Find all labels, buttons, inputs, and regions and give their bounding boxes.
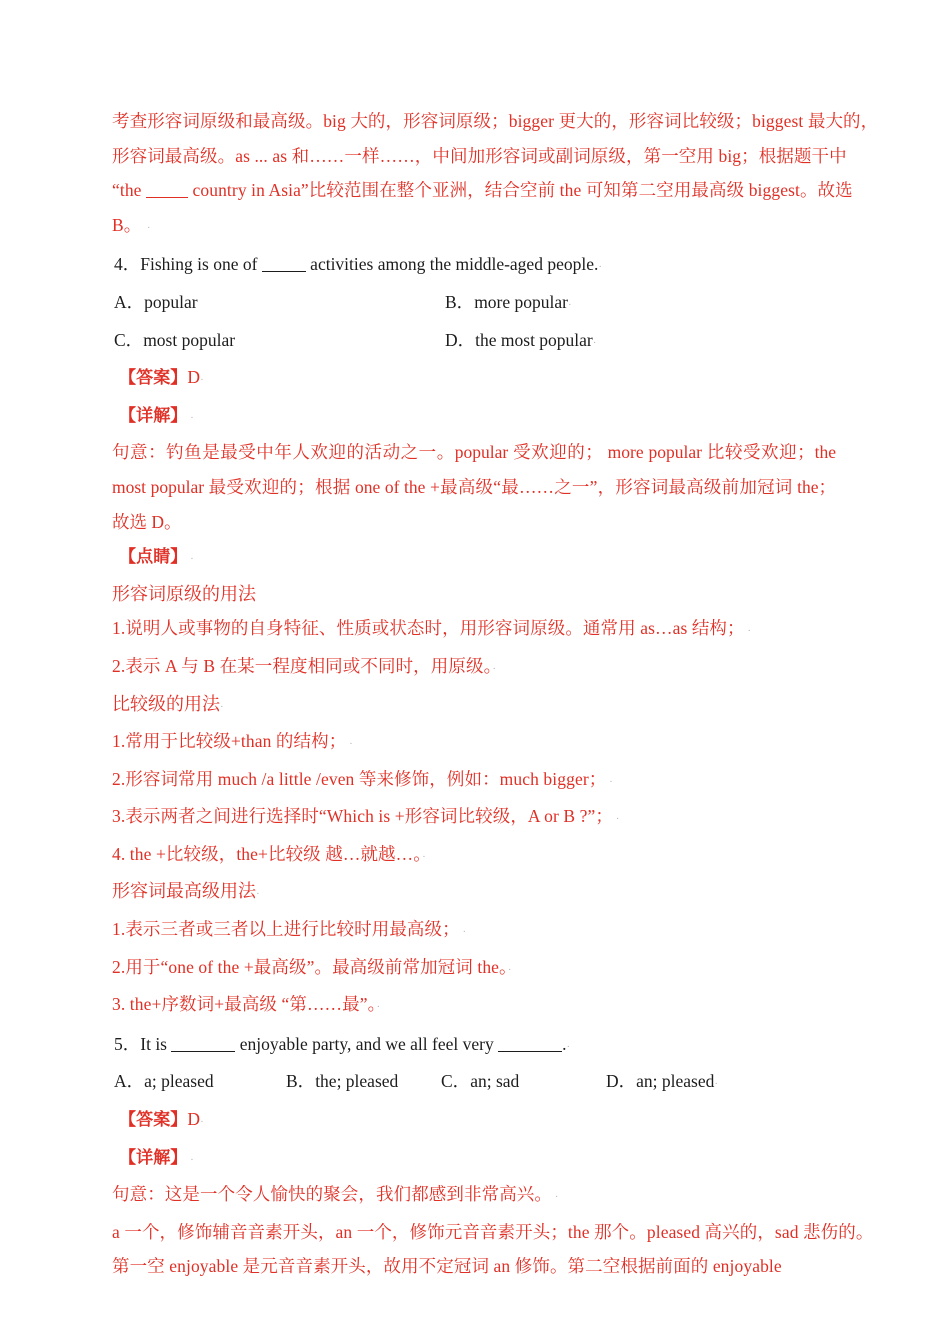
option-text: more popular xyxy=(474,291,568,312)
tips-rule xyxy=(112,950,835,988)
analysis-line: 考查形容词原级和最高级。big 大的，形容词原级；bigger 更大的，形容词比较级；biggest 最大的， xyxy=(112,111,879,131)
revision-mark: · xyxy=(220,700,224,713)
fill-blank xyxy=(146,197,188,198)
option-b[interactable] xyxy=(445,285,775,323)
analysis-line xyxy=(112,208,835,246)
tips-rule-text: 1.说明人或事物的自身特征、性质或状态时，用形容词原级。通常用 as…as 结构； xyxy=(112,618,745,639)
question-text-after: activities among the middle-aged people. xyxy=(305,254,599,275)
question-4-options-row-2 xyxy=(112,323,835,361)
tips-rule xyxy=(112,912,835,950)
question-text-before: Fishing is one of xyxy=(140,254,262,275)
fill-blank xyxy=(171,1051,235,1052)
tips-rule-text: 3. the+序数词+最高级 “第……最”。 xyxy=(112,994,377,1015)
revision-mark: · xyxy=(187,411,194,424)
option-d[interactable] xyxy=(606,1064,778,1102)
option-letter: D． xyxy=(445,329,476,350)
tips-block xyxy=(112,577,835,1025)
fill-blank xyxy=(498,1051,562,1052)
question-4-answer xyxy=(112,360,835,398)
revision-mark: · xyxy=(566,1040,571,1053)
revision-mark: · xyxy=(613,813,620,826)
option-text: an; pleased xyxy=(636,1071,715,1092)
revision-mark: · xyxy=(376,1001,381,1014)
question-5-detail-line xyxy=(112,1177,835,1215)
question-text-a: It is xyxy=(140,1033,172,1054)
analysis-line-part: country in Asia”比较范围在整个亚洲，结合空前 the 可知第二空用最高级 biggest。故选 xyxy=(188,180,853,201)
question-number: 5． xyxy=(114,1033,141,1054)
option-a[interactable] xyxy=(114,1064,286,1102)
tips-rule-text: 1.常用于比较级+than 的结构； xyxy=(112,731,347,752)
question-5-stem xyxy=(112,1027,835,1065)
tips-rule xyxy=(112,724,835,762)
question-text-b: enjoyable party, and we all feel very xyxy=(235,1033,499,1054)
revision-mark: · xyxy=(459,926,467,939)
analysis-line-part: B。 xyxy=(112,214,142,235)
option-a[interactable] xyxy=(114,285,445,323)
option-text: popular xyxy=(144,291,198,312)
detail-tag: 【详解】 xyxy=(119,1147,188,1168)
question-5-detail-line: a 一个，修饰辅音音素开头，an 一个，修饰元音音素开头；the 那个。pleased 高兴的，sad 悲伤的。 xyxy=(112,1221,874,1242)
question-number: 4． xyxy=(114,254,141,275)
answer-tag: 【答案】 xyxy=(119,368,188,389)
revision-mark: · xyxy=(200,1116,204,1129)
question-4-detail-text: 句意：钓鱼是最受中年人欢迎的活动之一。popular 受欢迎的； more popular 比较受欢迎；the most popular 最受欢迎的；根据 one of the +最高级“最……之一”，形容词最高级前加冠词 the；故选 D。 xyxy=(112,442,836,532)
tip-tag: 【点睛】 xyxy=(119,547,188,568)
option-c[interactable] xyxy=(114,323,445,361)
revision-mark: · xyxy=(256,888,260,901)
option-letter: B． xyxy=(445,291,475,312)
analysis-line-part: “the xyxy=(112,180,147,201)
question-5-answer xyxy=(112,1102,835,1140)
tips-rule xyxy=(112,837,835,875)
detail-tag: 【详解】 xyxy=(119,405,188,426)
option-letter: C． xyxy=(114,329,144,350)
revision-mark: · xyxy=(200,374,204,387)
answer-value: D xyxy=(187,1109,201,1130)
tips-rule-text: 4. the +比较级，the+比较级 越…就越…。 xyxy=(112,843,423,864)
option-c[interactable] xyxy=(441,1064,606,1102)
option-text: a; pleased xyxy=(144,1071,214,1092)
option-text: the; pleased xyxy=(315,1071,399,1092)
tips-section-title-text: 比较级的用法 xyxy=(112,693,220,714)
question-5-options-row xyxy=(112,1064,835,1102)
tips-section-2-title xyxy=(112,687,835,725)
question-4-options-row-1 xyxy=(112,285,835,323)
question-4-detail-tag xyxy=(112,398,835,436)
revision-mark: · xyxy=(598,261,603,274)
revision-mark: · xyxy=(606,775,613,788)
tips-rule xyxy=(112,649,835,687)
tips-rule-text: 2.用于“one of the +最高级”。最高级前常加冠词 the。 xyxy=(112,956,508,977)
question-5-detail-line: 第一空 enjoyable 是元音音素开头，故用不定冠词 an 修饰。第二空根据前面的 enjoyable xyxy=(112,1256,782,1277)
option-letter: B． xyxy=(286,1071,316,1092)
tips-section-3-title xyxy=(112,874,835,912)
option-letter: A． xyxy=(114,291,145,312)
revision-mark: · xyxy=(592,336,597,349)
revision-mark: · xyxy=(141,221,151,234)
fill-blank xyxy=(262,271,306,272)
option-b[interactable] xyxy=(286,1064,441,1102)
revision-mark: · xyxy=(492,662,497,675)
tips-rule xyxy=(112,611,835,649)
revision-mark: · xyxy=(714,1078,719,1091)
option-letter: D． xyxy=(606,1071,637,1092)
revision-mark: · xyxy=(422,850,426,863)
revision-mark: · xyxy=(187,553,194,566)
tips-rule-text: 2.表示 A 与 B 在某一程度相同或不同时，用原级。 xyxy=(112,655,493,676)
tips-rule-text: 3.表示两者之间进行选择时“Which is +形容词比较级，A or B ?”； xyxy=(112,806,614,827)
revision-mark: · xyxy=(744,625,752,638)
answer-tag: 【答案】 xyxy=(119,1110,188,1131)
analysis-line: 形容词最高级。as ... as 和……一样……，中间加形容词或副词原级，第一空用 big；根据题干中 xyxy=(112,145,847,166)
analysis-line xyxy=(112,173,853,208)
answer-value: D xyxy=(187,367,201,388)
question-4-tip-tag xyxy=(112,539,835,577)
tips-section-1-title: 形容词原级的用法 xyxy=(112,583,256,604)
revision-mark: · xyxy=(346,738,353,751)
revision-mark: · xyxy=(187,1153,194,1166)
question-4-stem xyxy=(112,247,835,285)
option-text: most popular xyxy=(143,329,236,350)
option-letter: A． xyxy=(114,1071,145,1092)
question-5-detail-tag xyxy=(112,1140,835,1178)
tips-rule xyxy=(112,762,835,800)
option-text: the most popular xyxy=(475,329,593,350)
tips-rule-text: 2.形容词常用 much /a little /even 等来修饰，例如：much bigger； xyxy=(112,768,607,789)
tips-rule xyxy=(112,987,835,1025)
option-letter: C． xyxy=(441,1071,471,1092)
option-d[interactable] xyxy=(445,323,775,361)
revision-mark: · xyxy=(507,963,512,976)
detail-line-text: 句意：这是一个令人愉快的聚会，我们都感到非常高兴。 xyxy=(112,1184,552,1205)
tips-section-title-text: 形容词最高级用法 xyxy=(112,881,256,902)
revision-mark: · xyxy=(567,298,572,311)
tips-rule xyxy=(112,799,835,837)
tips-rule-text: 1.表示三者或三者以上进行比较时用最高级； xyxy=(112,919,460,940)
question-text-c: . xyxy=(562,1033,567,1054)
option-text: an; sad xyxy=(470,1071,520,1092)
revision-mark: · xyxy=(552,1191,559,1204)
analysis-block-q3 xyxy=(112,104,879,245)
